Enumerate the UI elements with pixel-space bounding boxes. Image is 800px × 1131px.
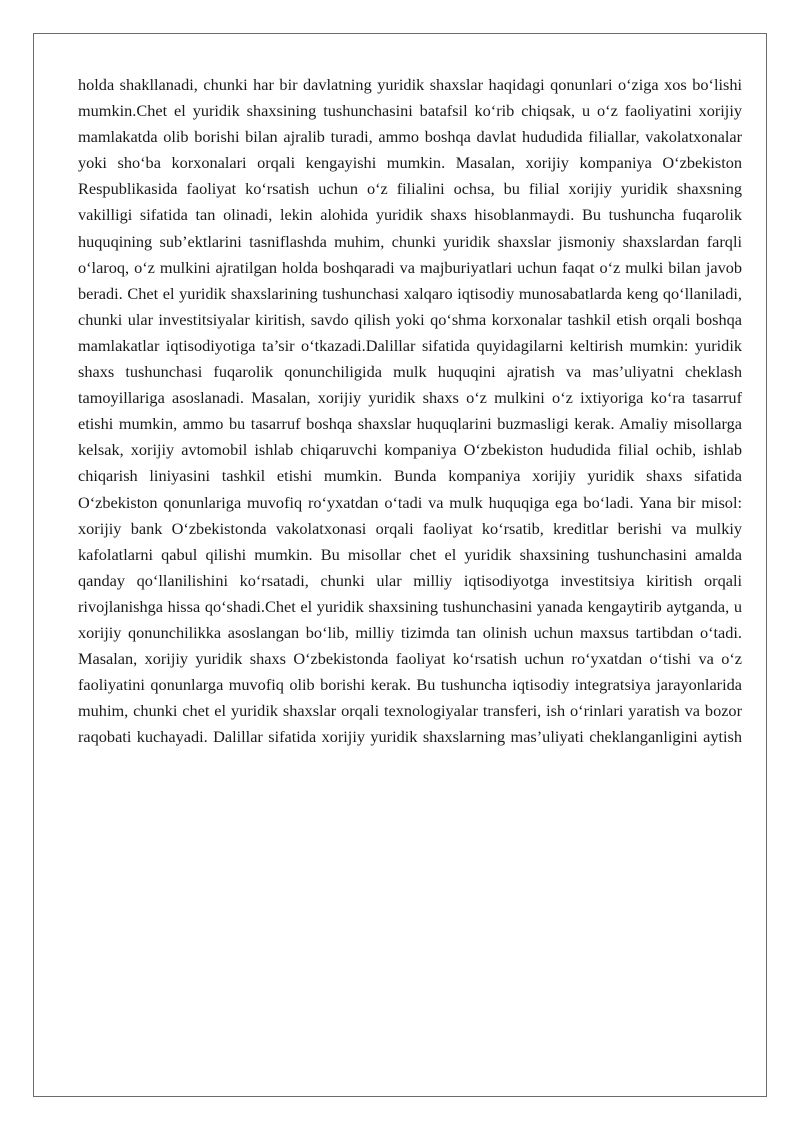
body-paragraph: holda shakllanadi, chunki har bir davlatning yuridik shaxslar haqidagi qonunlari o‘ziga xos bo‘lishi mumkin.Chet el yuridik shaxsining tushunchasini batafsil ko‘rib chiqsak, u o‘z faoliyatini xorijiy mamlakatda olib borishi bilan ajralib turadi, ammo boshqa davlat hududida filiallar, vakolatxonalar yoki sho‘ba korxonalari orqali kengayishi mumkin. Masalan, xorijiy kompaniya O‘zbekiston Respublikasida faoliyat ko‘rsatish uchun o‘z filialini ochsa, bu filial xorijiy yuridik shaxsning vakilligi sifatida tan olinadi, lekin alohida yuridik shaxs hisoblanmaydi. Bu tushuncha fuqarolik huquqining sub’ektlarini tasniflashda muhim, chunki yuridik shaxslar jismoniy shaxslardan farqli o‘laroq, o‘z mulkini ajratilgan holda boshqaradi va majburiyatlari uchun faqat o‘z mulki bilan javob beradi. Chet el yuridik shaxslarining tushunchasi xalqaro iqtisodiy munosabatlarda keng qo‘llaniladi, chunki ular investitsiyalar kiritish, savdo qilish yoki qo‘shma korxonalar tashkil etish orqali boshqa mamlakatlar iqtisodiyotiga ta’sir o‘tkazadi.Dalillar sifatida quyidagilarni keltirish mumkin: yuridik shaxs tushunchasi fuqarolik qonunchiligida mulk huquqini ajratish va mas’uliyatni cheklash tamoyillariga asoslanadi. Masalan, xorijiy yuridik shaxs o‘z mulkini o‘z ixtiyoriga ko‘ra tasarruf etishi mumkin, ammo bu tasarruf boshqa shaxslar huquqlarini buzmasligi kerak. Amaliy misollarga kelsak, xorijiy avtomobil ishlab chiqaruvchi kompaniya O‘zbekiston hududida filial ochib, ishlab chiqarish liniyasini tashkil etishi mumkin. Bunda kompaniya xorijiy yuridik shaxs sifatida O‘zbekiston qonunlariga muvofiq ro‘yxatdan o‘tadi va mulk huquqiga ega bo‘ladi. Yana bir misol: xorijiy bank O‘zbekistonda vakolatxonasi orqali faoliyat ko‘rsatib, kreditlar berishi va mulkiy kafolatlarni qabul qilishi mumkin. Bu misollar chet el yuridik shaxsining tushunchasini amalda qanday qo‘llanilishini ko‘rsatadi, chunki ular milliy iqtisodiyotga investitsiya kiritish orqali rivojlanishga hissa qo‘shadi.Chet el yuridik shaxsining tushunchasini yanada kengaytirib aytganda, u xorijiy qonunchilikka asoslangan bo‘lib, milliy tizimda tan olinish uchun maxsus tartibdan o‘tadi. Masalan, xorijiy yuridik shaxs O‘zbekistonda faoliyat ko‘rsatish uchun ro‘yxatdan o‘tishi va o‘z faoliyatini qonunlarga muvofiq olib borishi kerak. Bu tushuncha iqtisodiy integratsiya jarayonlarida muhim, chunki chet el yuridik shaxslar orqali texnologiyalar transferi, ish o‘rinlari yaratish va bozor raqobati kuchayadi. Dalillar sifatida xorijiy yuridik shaxslarning mas’uliyati cheklanganligini aytish (78, 75, 742, 747)
